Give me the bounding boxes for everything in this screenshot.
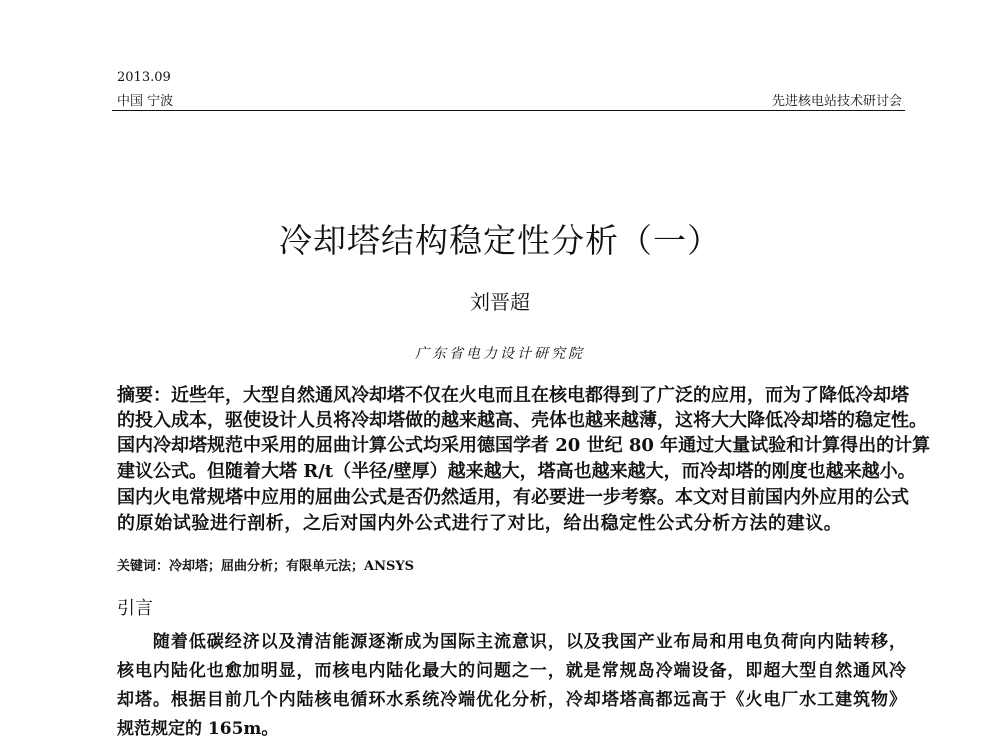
abstract-line: 国内火电常规塔中应用的屈曲公式是否仍然适用，有必要进一步考察。本文对目前国内外应用的公式 [117, 487, 909, 508]
abstract-line: 摘要：近些年，大型自然通风冷却塔不仅在火电而且在核电都得到了广泛的应用，而为了降低冷却塔 [117, 385, 909, 406]
header-date: 2013.09 [117, 70, 171, 85]
body-line: 却塔。根据目前几个内陆核电循环水系统冷端优化分析，冷却塔塔高都远高于《火电厂水工建筑物》 [117, 690, 906, 710]
section-title: 引言 [117, 598, 153, 619]
body-line: 规范规定的 165m。 [117, 719, 279, 739]
header-conference: 先进核电站技术研讨会 [771, 94, 902, 109]
abstract-line: 建议公式。但随着大塔 R/t（半径/壁厚）越来越大，塔高也越来越大，而冷却塔的刚度也越来越小。 [117, 461, 916, 482]
author: 刘晋超 [470, 290, 530, 314]
paper-title: 冷却塔结构稳定性分析（一） [279, 221, 721, 260]
body-line: 随着低碳经济以及清洁能源逐渐成为国际主流意识，以及我国产业布局和用电负荷向内陆转移， [117, 632, 906, 652]
abstract-line: 的原始试验进行剖析，之后对国内外公式进行了对比，给出稳定性公式分析方法的建议。 [117, 513, 843, 534]
keywords: 关键词：冷却塔；屈曲分析；有限单元法；ANSYS [117, 559, 415, 574]
header-rule [112, 110, 905, 111]
header-location: 中国 宁波 [117, 94, 174, 109]
abstract-line: 国内冷却塔规范中采用的屈曲计算公式均采用德国学者 20 世纪 80 年通过大量试验和计算得出的计算 [117, 435, 931, 456]
body-line: 核电内陆化也愈加明显，而核电内陆化最大的问题之一，就是常规岛冷端设备，即超大型自然通风冷 [117, 661, 906, 681]
abstract-line: 的投入成本，驱使设计人员将冷却塔做的越来越高、壳体也越来越薄，这将大大降低冷却塔的稳定性。 [117, 410, 927, 431]
institution: 广东省电力设计研究院 [415, 346, 585, 362]
